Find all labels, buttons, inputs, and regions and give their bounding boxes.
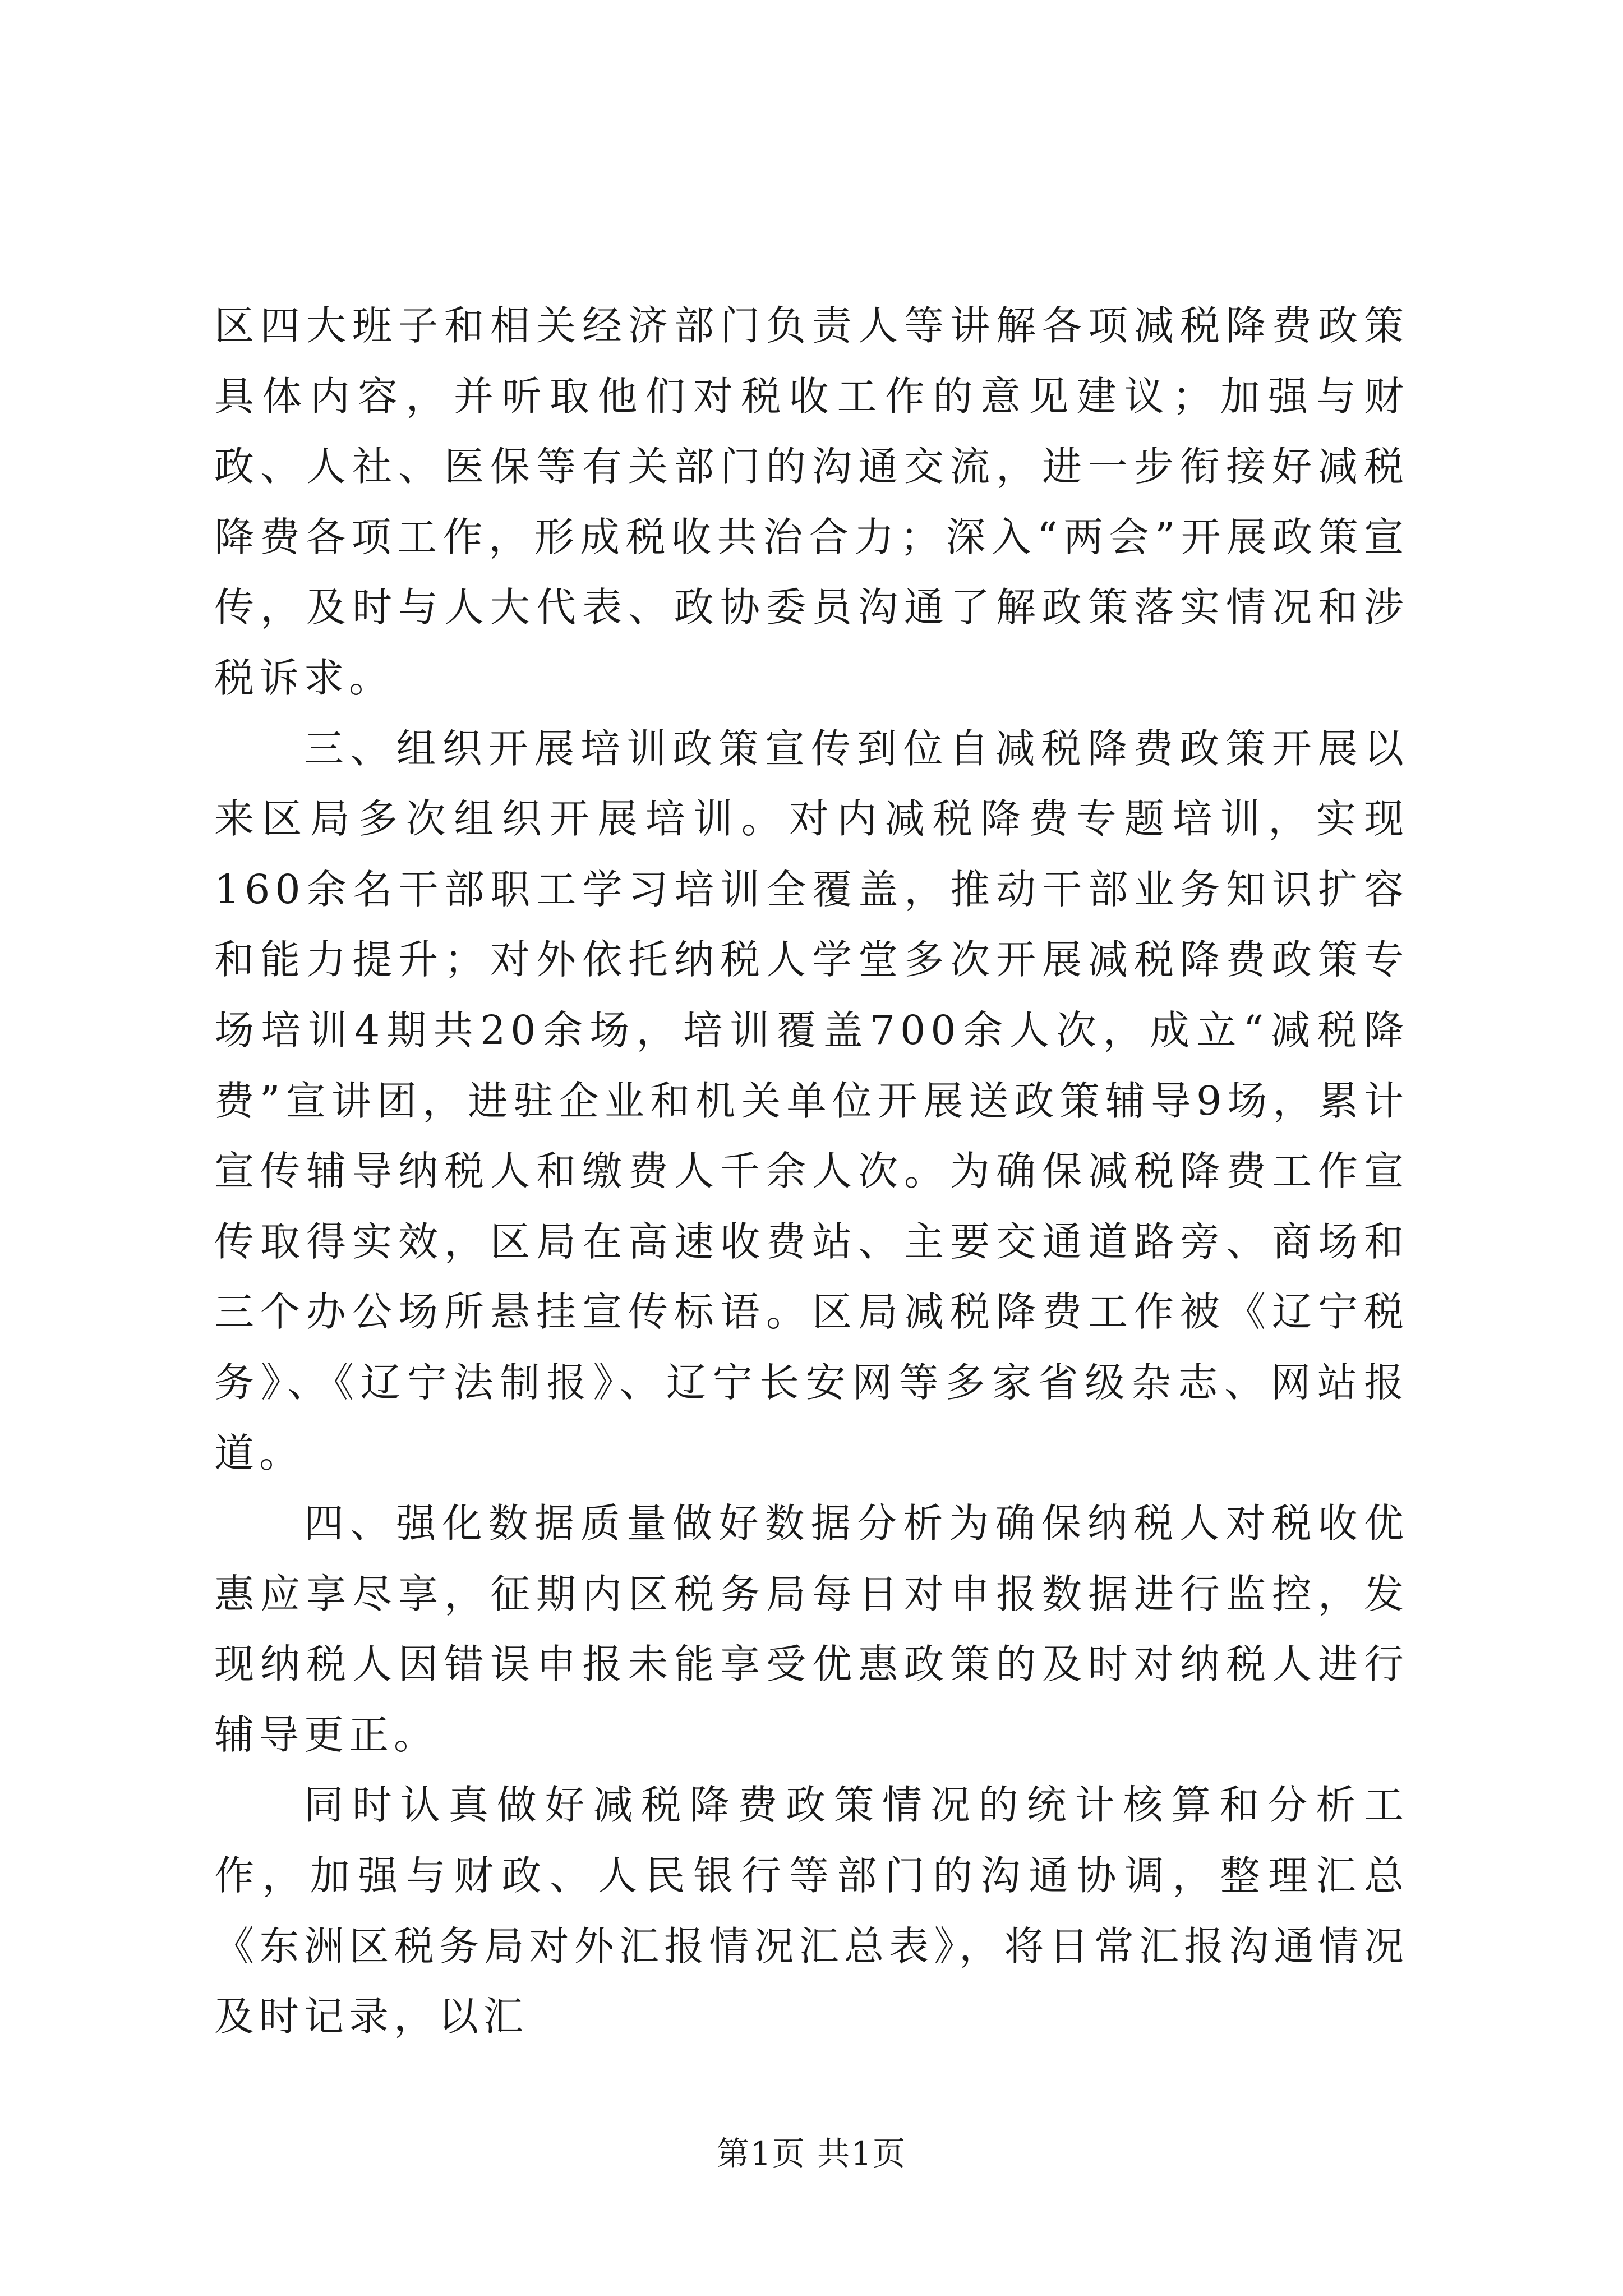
body-paragraph-2: 三、组织开展培训政策宣传到位自减税降费政策开展以来区局多次组织开展培训。对内减税降费专题培训，实现160余名干部职工学习培训全覆盖，推动干部业务知识扩容和能力提升；对外依托纳税人学堂多次开展减税降费政策专场培训4期共20余场，培训覆盖700余人次，成立“减税降费”宣讲团，进驻企业和机关单位开展送政策辅导9场，累计宣传辅导纳税人和缴费人千余人次。为确保减税降费工作宣传取得实效，区局在高速收费站、主要交通道路旁、商场和三个办公场所悬挂宣传标语。区局减税降费工作被《辽宁税务》、《辽宁法制报》、辽宁长安网等多家省级杂志、网站报道。 — [214, 725, 1409, 1476]
page-footer — [0, 2127, 1623, 2174]
body-paragraph-1: 区四大班子和相关经济部门负责人等讲解各项减税降费政策具体内容，并听取他们对税收工作的意见建议；加强与财政、人社、医保等有关部门的沟通交流，进一步衔接好减税降费各项工作，形成税收共治合力；深入“两会”开展政策宣传，及时与人大代表、政协委员沟通了解政策落实情况和涉税诉求。 — [214, 302, 1409, 701]
body-paragraph-3: 四、强化数据质量做好数据分析为确保纳税人对税收优惠应享尽享，征期内区税务局每日对申报数据进行监控，发现纳税人因错误申报未能享受优惠政策的及时对纳税人进行辅导更正。 — [214, 1500, 1409, 1758]
page-number-label: 第1页 共1页 — [716, 2134, 907, 2173]
document-body — [214, 291, 1409, 2052]
body-paragraph-4: 同时认真做好减税降费政策情况的统计核算和分析工作，加强与财政、人民银行等部门的沟通协调，整理汇总《东洲区税务局对外汇报情况汇总表》，将日常汇报沟通情况及时记录，以汇 — [214, 1782, 1409, 2040]
